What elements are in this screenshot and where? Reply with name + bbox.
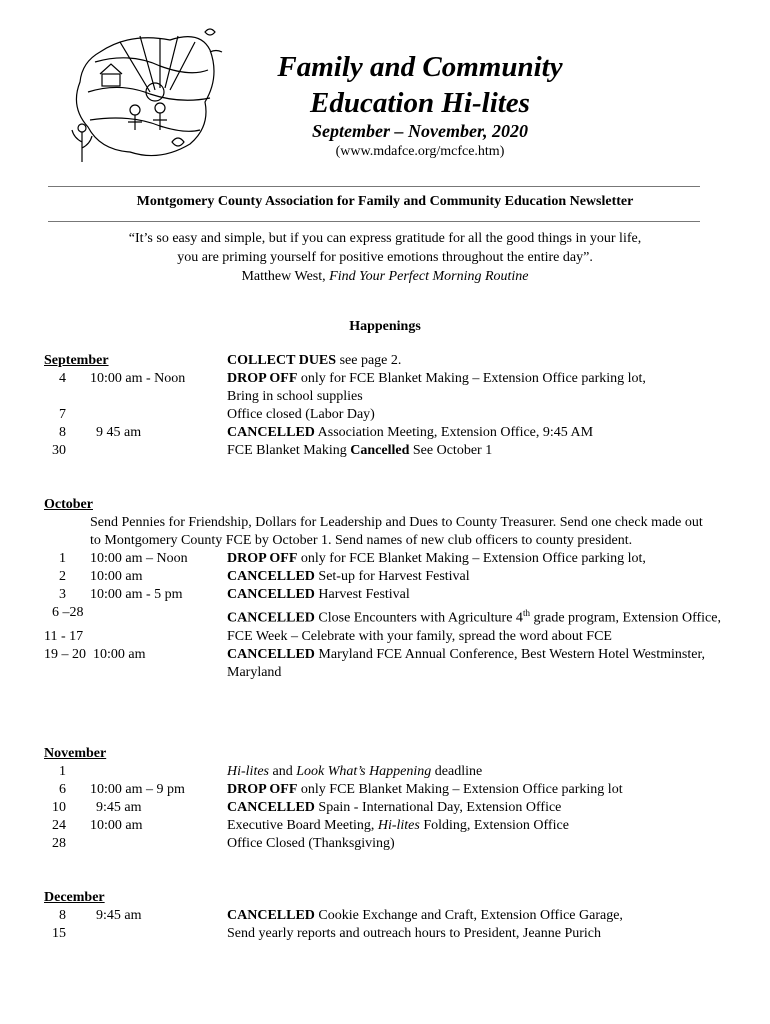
list-item: 10 9:45 am CANCELLED Spain - International Day, Extension Office (52, 800, 562, 815)
list-item: COLLECT DUES see page 2. (227, 353, 402, 368)
list-item: 30 FCE Blanket Making Cancelled See October 1 (52, 443, 493, 458)
fce-logo-illustration (60, 22, 230, 174)
quote-source: Find Your Perfect Morning Routine (329, 269, 529, 284)
list-item: 1 10:00 am – Noon DROP OFF only for FCE Blanket Making – Extension Office parking lot, (59, 551, 646, 566)
month-heading-december: December (44, 890, 105, 905)
month-heading-september: September (44, 353, 109, 368)
list-item: 11 - 17 FCE Week – Celebrate with your family, spread the word about FCE (44, 628, 612, 644)
list-item: 2 10:00 am CANCELLED Set-up for Harvest Festival (59, 569, 470, 584)
october-section (44, 496, 734, 682)
list-item: 28 Office Closed (Thanksgiving) (52, 836, 395, 851)
newsletter-name: Montgomery County Association for Family and Community Education Newsletter (136, 194, 634, 209)
title-line-1: Family and Community (277, 51, 563, 83)
list-item: 7 Office closed (Labor Day) (59, 407, 375, 422)
quote-attribution (48, 267, 722, 286)
quote-block (48, 229, 722, 286)
month-heading-october: October (44, 497, 93, 512)
list-item: 1 Hi-lites and Look What’s Happening deadline (59, 764, 483, 779)
list-item: 8 9:45 am CANCELLED Cookie Exchange and Craft, Extension Office Garage, (59, 908, 623, 923)
month-heading-november: November (44, 746, 107, 761)
list-item: 6 –28 CANCELLED Close Encounters with Agriculture 4th grade program, Extension Office, (52, 605, 721, 626)
november-section (44, 745, 734, 853)
december-section (44, 889, 734, 943)
website-url: (www.mdafce.org/mcfce.htm) (335, 144, 505, 159)
happenings-heading: Happenings (349, 319, 421, 334)
september-section (44, 352, 734, 460)
list-item: 6 10:00 am – 9 pm DROP OFF only FCE Blanket Making – Extension Office parking lot (59, 782, 623, 797)
october-note: Send Pennies for Friendship, Dollars for Leadership and Dues to County Treasurer. Send one check made out to Montgomery County FCE by October 1. Send names of new club officers to county president. (90, 515, 703, 548)
divider-bottom (48, 221, 700, 222)
quote-line-2: you are priming yourself for positive emotions throughout the entire day”. (177, 250, 593, 265)
quote-line-1: “It’s so easy and simple, but if you can express gratitude for all the good things in your life, (128, 231, 642, 246)
divider-top (48, 186, 700, 187)
list-item: 4 10:00 am - Noon DROP OFF only for FCE Blanket Making – Extension Office parking lot, (59, 371, 646, 386)
title-line-2: Education Hi-lites (310, 87, 530, 119)
quote-author: Matthew West, (241, 269, 326, 284)
list-item: 19 – 20 10:00 am CANCELLED Maryland FCE Annual Conference, Best Western Hotel Westminster, Maryland (44, 646, 706, 680)
list-item: Bring in school supplies (227, 389, 363, 404)
issue-dates: September – November, 2020 (312, 121, 528, 141)
list-item: 8 9 45 am CANCELLED Association Meeting, Extension Office, 9:45 AM (59, 425, 594, 440)
list-item: 15 Send yearly reports and outreach hours to President, Jeanne Purich (52, 926, 602, 941)
list-item: 24 10:00 am Executive Board Meeting, Hi-lites Folding, Extension Office (52, 818, 569, 833)
list-item: 3 10:00 am - 5 pm CANCELLED Harvest Festival (59, 587, 410, 602)
